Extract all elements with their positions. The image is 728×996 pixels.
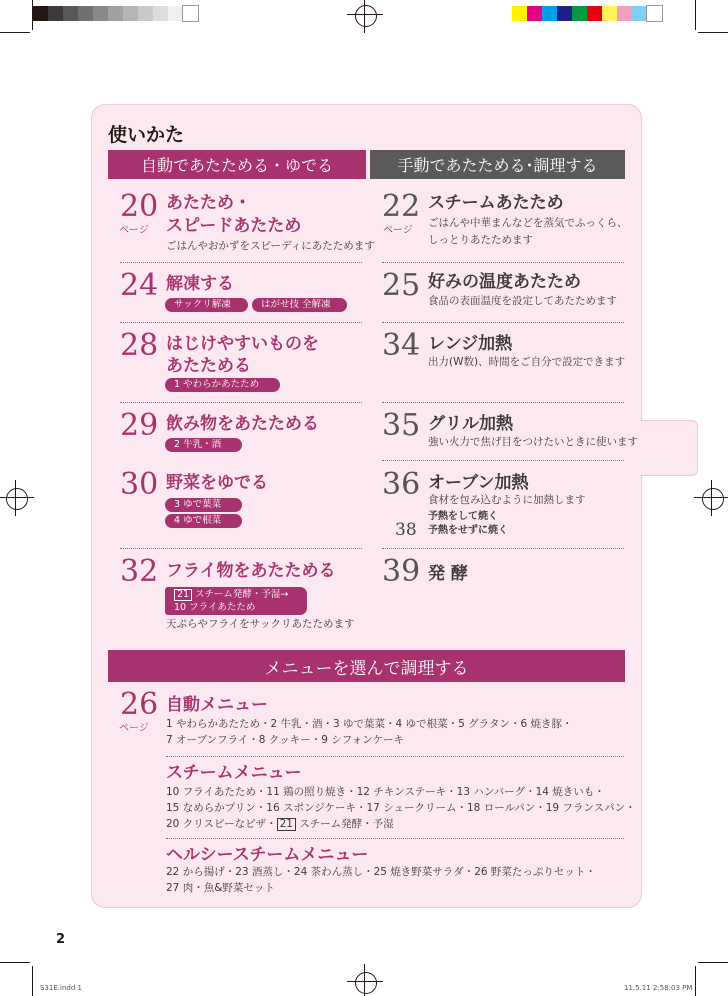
- registration-mark-top: [353, 3, 377, 27]
- menu-badge: サックリ解凍: [165, 298, 248, 312]
- divider: [382, 262, 624, 263]
- item-title: あたためる: [166, 356, 251, 376]
- sub-item: 予熱をして焼く: [428, 511, 498, 522]
- page-number-link[interactable]: 35: [382, 408, 421, 443]
- color-swatch: [542, 6, 557, 21]
- menu-badge: 3 ゆで葉菜: [165, 498, 242, 512]
- menu-category-title: 自動メニュー: [166, 695, 268, 715]
- menu-list-text: 20 クリスピーなピザ・: [166, 818, 277, 830]
- menu-badge: はがせ技 全解凍: [252, 298, 347, 312]
- page-label: ページ: [119, 723, 149, 734]
- page-number-link[interactable]: 26: [120, 687, 159, 722]
- menu-badge: 1 やわらかあたため: [165, 378, 280, 392]
- color-swatch: [527, 6, 542, 21]
- registration-mark-right: [700, 486, 724, 510]
- crop-mark: [698, 962, 728, 963]
- crop-mark: [32, 966, 33, 996]
- page-number-link[interactable]: 22: [382, 189, 421, 224]
- item-title: スピードあたため: [166, 216, 302, 236]
- color-swatch: [647, 6, 662, 21]
- page-number-link[interactable]: 29: [120, 408, 159, 443]
- divider: [166, 838, 624, 839]
- menu-number-box: 21: [277, 818, 296, 831]
- color-swatch: [153, 6, 168, 21]
- file-slug: S31E.indd 1: [40, 984, 82, 992]
- item-title: 好みの温度あたため: [428, 272, 581, 292]
- registration-mark-left: [4, 486, 28, 510]
- item-title: はじけやすいものを: [166, 334, 319, 354]
- color-swatch: [632, 6, 647, 21]
- item-description: ごはんや中華まんなどを蒸気でふっくら、: [428, 217, 628, 229]
- index-tab: [640, 420, 698, 476]
- page-label: ページ: [119, 225, 149, 236]
- crop-mark: [698, 32, 728, 33]
- item-title: スチームあたため: [428, 193, 564, 213]
- item-description: 強い火力で焦げ目をつけたいときに使います: [428, 436, 638, 448]
- divider: [382, 460, 624, 461]
- item-description: ごはんやおかずをスピーディにあたためます: [166, 240, 375, 252]
- divider: [166, 756, 624, 757]
- page-number-link[interactable]: 20: [120, 189, 159, 224]
- menu-list-line: [166, 816, 394, 833]
- item-description: 天ぷらやフライをサックリあたためます: [166, 618, 355, 630]
- page-number: 2: [56, 932, 66, 947]
- menu-list-line: 7 オーブンフライ・8 クッキー・9 シフォンケーキ: [166, 734, 405, 746]
- color-swatch: [63, 6, 78, 21]
- item-description: 食材を包み込むように加熱します: [428, 494, 586, 506]
- menu-badge: 2 牛乳・酒: [165, 438, 242, 452]
- crop-mark: [695, 0, 696, 30]
- menu-list-line: 27 肉・魚&野菜セット: [166, 882, 275, 894]
- color-swatch: [93, 6, 108, 21]
- item-description: 出力(W数)、時間をご自分で設定できます: [428, 356, 626, 368]
- crop-mark: [0, 962, 30, 963]
- divider: [120, 262, 362, 263]
- menu-badge-multiline: [165, 587, 307, 615]
- item-description: しっとりあたためます: [428, 234, 533, 246]
- color-swatch: [587, 6, 602, 21]
- item-title: 発 酵: [428, 564, 468, 584]
- color-swatch: [572, 6, 587, 21]
- menu-badge-line: 10 フライあたため: [174, 602, 256, 613]
- divider: [382, 402, 624, 403]
- item-title: 野菜をゆでる: [166, 473, 268, 493]
- page-number-link[interactable]: 28: [120, 328, 159, 363]
- menu-category-title: スチームメニュー: [166, 763, 302, 783]
- divider: [120, 322, 362, 323]
- gray-scale-bar: [33, 6, 198, 21]
- section-header-manual: 手動であたためる･調理する: [370, 150, 625, 179]
- page-number-link[interactable]: 38: [395, 520, 417, 540]
- menu-list-line: 22 から揚げ・23 酒蒸し・24 茶わん蒸し・25 焼き野菜サラダ・26 野菜たっぷりセット・: [166, 866, 596, 878]
- color-swatch: [602, 6, 617, 21]
- menu-category-title: ヘルシースチームメニュー: [166, 845, 369, 865]
- page-number-link[interactable]: 32: [120, 554, 159, 589]
- section-header-auto: 自動であたためる・ゆでる: [108, 150, 366, 179]
- divider: [382, 548, 624, 549]
- color-swatch: [183, 6, 198, 21]
- item-title: 解凍する: [166, 274, 234, 294]
- color-swatch: [48, 6, 63, 21]
- color-swatch: [512, 6, 527, 21]
- page-title: 使いかた: [108, 124, 185, 146]
- item-title: オーブン加熱: [428, 473, 529, 493]
- menu-badge-line: スチーム発酵・予湿→: [195, 589, 289, 600]
- item-description: 食品の表面温度を設定してあたためます: [428, 295, 617, 307]
- sub-item: 予熱をせずに焼く: [428, 525, 508, 536]
- date-slug: 11.5.11 2:58:03 PM: [624, 984, 693, 992]
- color-swatch: [78, 6, 93, 21]
- color-swatch: [123, 6, 138, 21]
- color-swatch: [617, 6, 632, 21]
- color-swatch: [33, 6, 48, 21]
- divider: [120, 548, 362, 549]
- item-title: 飲み物をあたためる: [166, 414, 319, 434]
- item-title: フライ物をあたためる: [166, 561, 336, 581]
- page-label: ページ: [383, 225, 413, 236]
- section-header-menu: メニューを選んで調理する: [108, 650, 625, 682]
- page-number-link[interactable]: 24: [120, 268, 159, 303]
- color-swatch: [168, 6, 183, 21]
- divider: [120, 402, 362, 403]
- menu-number-box: 21: [174, 589, 192, 601]
- divider: [382, 322, 624, 323]
- menu-list-line: 10 フライあたため・11 鶏の照り焼き・12 チキンステーキ・13 ハンバーグ・14 焼きいも・: [166, 786, 605, 798]
- menu-list-text: スチーム発酵・予湿: [295, 818, 394, 830]
- color-swatch: [108, 6, 123, 21]
- item-title: グリル加熱: [428, 414, 513, 434]
- page-number-link[interactable]: 36: [382, 467, 421, 502]
- menu-list-line: 1 やわらかあたため・2 牛乳・酒・3 ゆで葉菜・4 ゆで根菜・5 グラタン・6 焼き豚・: [166, 718, 573, 730]
- menu-list-line: 15 なめらかプリン・16 スポンジケーキ・17 シュークリーム・18 ロールパン・19 フランスパン・: [166, 802, 636, 814]
- crop-mark: [695, 966, 696, 996]
- crop-mark: [32, 0, 33, 30]
- menu-badge: 4 ゆで根菜: [165, 514, 242, 528]
- page-number-link[interactable]: 30: [120, 467, 159, 502]
- color-swatch: [557, 6, 572, 21]
- color-scale-bar: [512, 6, 662, 21]
- crop-mark: [0, 32, 30, 33]
- page-number-link[interactable]: 39: [382, 554, 421, 589]
- page-number-link[interactable]: 34: [382, 328, 421, 363]
- item-title: あたため・: [166, 193, 251, 213]
- page-number-link[interactable]: 25: [382, 268, 421, 303]
- color-swatch: [138, 6, 153, 21]
- registration-mark-bottom: [353, 970, 377, 994]
- item-title: レンジ加熱: [428, 334, 513, 354]
